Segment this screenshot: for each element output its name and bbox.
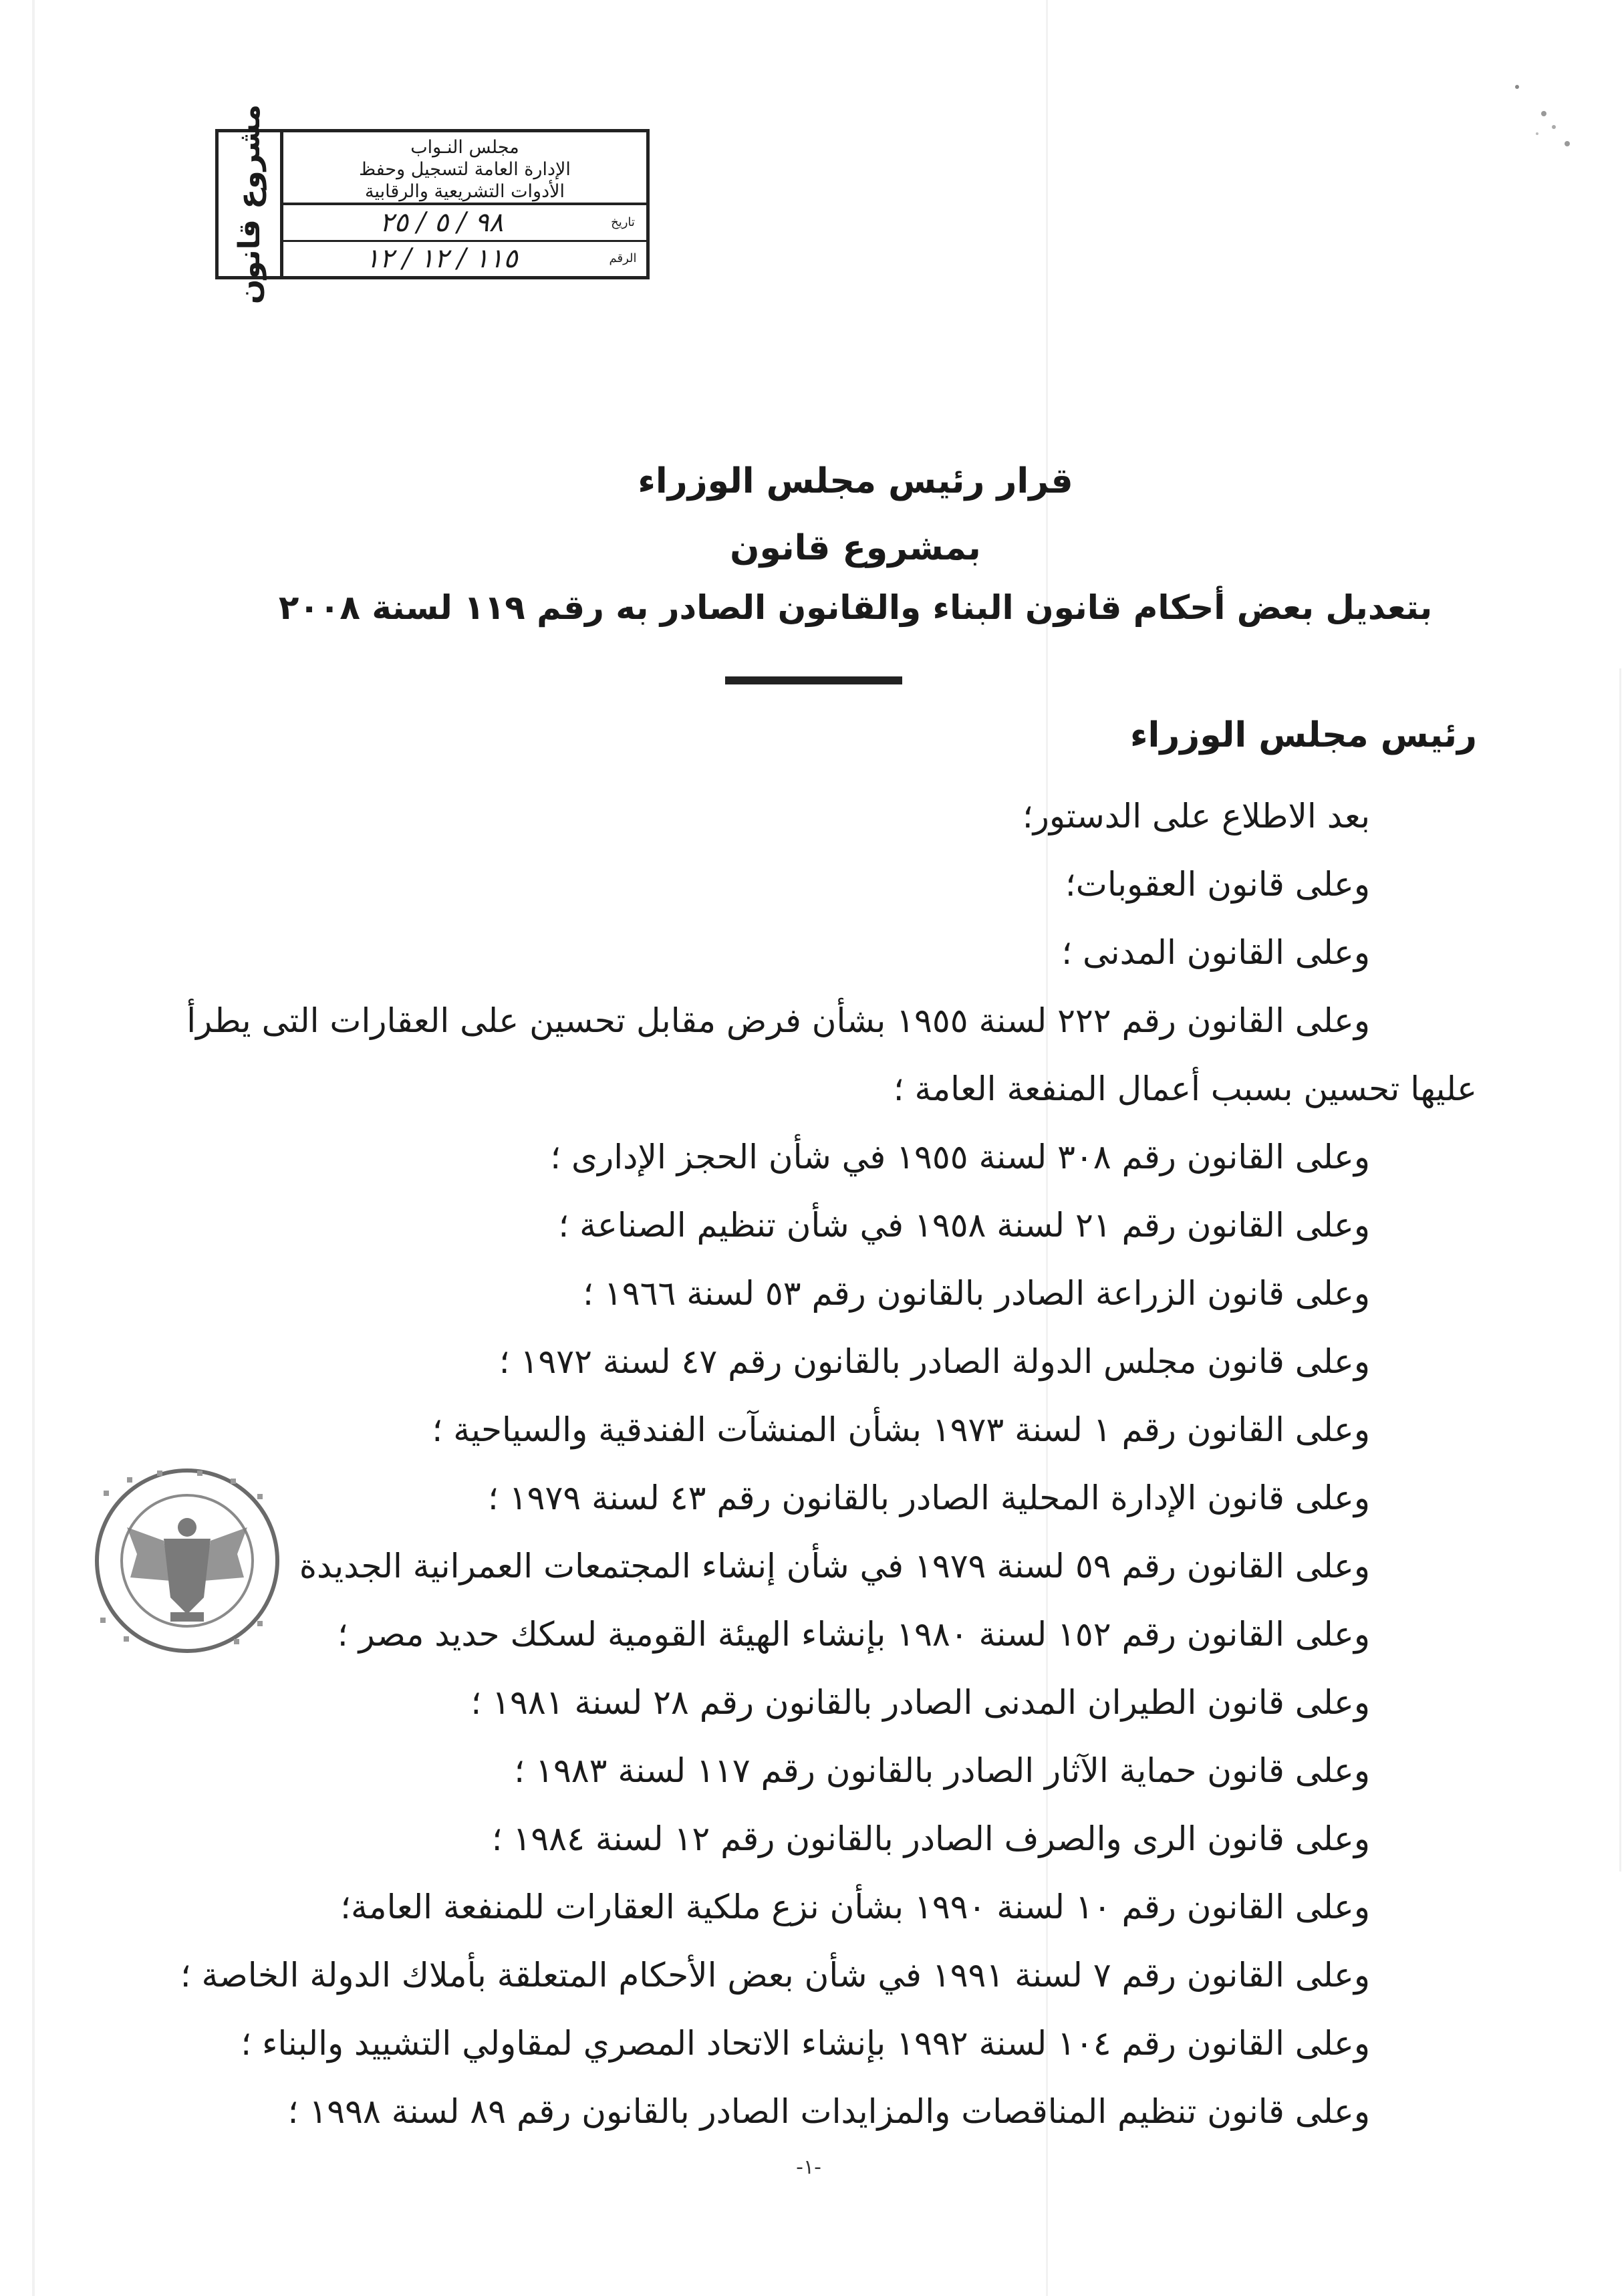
stamp-number-value: ١١٥ / ١٢ / ١٢: [365, 243, 518, 275]
decree-subject: بتعديل بعض أحكام قانون البناء والقانون الصادر به رقم ١١٩ لسنة ٢٠٠٨: [278, 588, 1433, 627]
page-number: -١-: [796, 2156, 821, 2179]
preamble-line: وعلى القانون رقم ١ لسنة ١٩٧٣ بشأن المنشآت الفندقية والسياحية ؛: [432, 1410, 1370, 1449]
preamble-line: وعلى القانون رقم ١٠ لسنة ١٩٩٠ بشأن نزع ملكية العقارات للمنفعة العامة؛: [340, 1888, 1370, 1926]
preamble-lines: [154, 782, 1477, 2146]
stamp-date-row: [283, 205, 646, 242]
preamble-line: وعلى قانون الطيران المدنى الصادر بالقانون رقم ٢٨ لسنة ١٩٨١ ؛: [470, 1683, 1370, 1722]
official-eagle-seal: [63, 1464, 311, 1658]
decree-title: قرار رئيس مجلس الوزراء: [638, 461, 1073, 501]
stamp-side-label: [219, 104, 283, 305]
preamble-line: وعلى القانون رقم ١٠٤ لسنة ١٩٩٢ بإنشاء الاتحاد المصري لمقاولي التشييد والبناء ؛: [241, 2024, 1370, 2063]
preamble-line: وعلى القانون المدنى ؛: [1061, 933, 1370, 972]
preamble-line: عليها تحسين بسبب أعمال المنفعة العامة ؛: [893, 1069, 1477, 1108]
scan-edge-shadow-right: [1619, 668, 1621, 1872]
stamp-number-row: [283, 242, 646, 277]
preamble-line: وعلى قانون الرى والصرف الصادر بالقانون رقم ١٢ لسنة ١٩٨٤ ؛: [491, 1819, 1370, 1858]
registration-stamp: [215, 104, 650, 305]
stamp-date-value: ٩٨ / ٥ / ٢٥: [379, 207, 504, 238]
stamp-line-3: الأدوات التشريعية والرقابية: [364, 181, 565, 202]
title-underline: [725, 676, 902, 684]
preamble-line: وعلى القانون رقم ٧ لسنة ١٩٩١ في شأن بعض الأحكام المتعلقة بأملاك الدولة الخاصة ؛: [180, 1956, 1370, 1995]
stamp-body: [283, 132, 646, 276]
scan-speck: [1504, 80, 1584, 160]
preamble-line: وعلى قانون مجلس الدولة الصادر بالقانون رقم ٤٧ لسنة ١٩٧٢ ؛: [499, 1342, 1370, 1381]
preamble-line: وعلى القانون رقم ٣٠٨ لسنة ١٩٥٥ في شأن الحجز الإدارى ؛: [550, 1138, 1370, 1176]
stamp-line-1: مجلس النـواب: [410, 137, 519, 158]
preamble-line: بعد الاطلاع على الدستور؛: [1022, 797, 1370, 836]
issuer-heading: رئيس مجلس الوزراء: [1129, 715, 1477, 755]
preamble-line: وعلى القانون رقم ٥٩ لسنة ١٩٧٩ في شأن إنشاء المجتمعات العمرانية الجديدة: [299, 1547, 1370, 1585]
stamp-date-label: تاريخ: [611, 215, 635, 229]
stamp-number-label: الرقم: [609, 251, 637, 266]
stamp-header: [283, 132, 646, 205]
preamble-line: وعلى قانون العقوبات؛: [1065, 865, 1370, 904]
preamble-line: وعلى القانون رقم ٢٢٢ لسنة ١٩٥٥ بشأن فرض مقابل تحسين على العقارات التى يطرأ: [186, 1001, 1370, 1040]
stamp-side-text: مشروع قانون: [232, 104, 267, 305]
preamble-line: وعلى قانون الزراعة الصادر بالقانون رقم ٥٣ لسنة ١٩٦٦ ؛: [583, 1274, 1370, 1313]
scan-edge-shadow: [32, 0, 35, 2296]
preamble-line: وعلى القانون رقم ١٥٢ لسنة ١٩٨٠ بإنشاء الهيئة القومية لسكك حديد مصر ؛: [337, 1615, 1370, 1654]
decree-subtitle: بمشروع قانون: [730, 528, 981, 568]
preamble-line: وعلى قانون تنظيم المناقصات والمزايدات الصادر بالقانون رقم ٨٩ لسنة ١٩٩٨ ؛: [287, 2092, 1370, 2131]
preamble-line: وعلى قانون حماية الآثار الصادر بالقانون رقم ١١٧ لسنة ١٩٨٣ ؛: [514, 1751, 1370, 1790]
preamble-line: وعلى قانون الإدارة المحلية الصادر بالقانون رقم ٤٣ لسنة ١٩٧٩ ؛: [487, 1479, 1370, 1517]
preamble-line: وعلى القانون رقم ٢١ لسنة ١٩٥٨ في شأن تنظيم الصناعة ؛: [558, 1206, 1370, 1245]
stamp-line-2: الإدارة العامة لتسجيل وحفظ: [359, 159, 571, 180]
